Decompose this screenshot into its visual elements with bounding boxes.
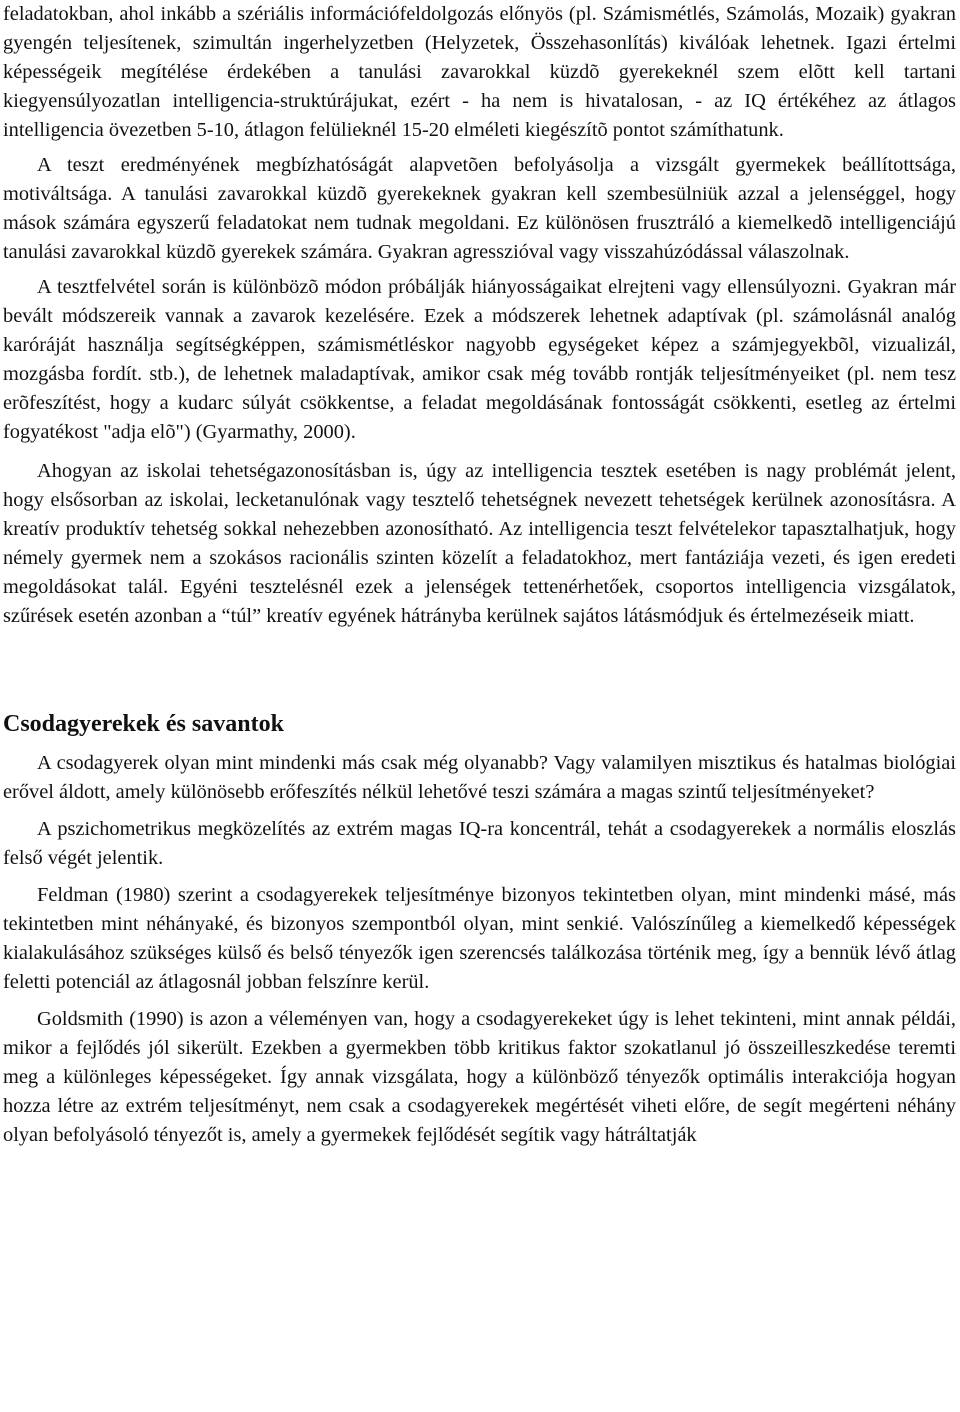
paragraph-psychometric-approach: A pszichometrikus megközelítés az extrém magas IQ-ra koncentrál, tehát a csodagyerekek a normális eloszlás felső végét jelentik. <box>3 818 956 869</box>
paragraph-goldsmith: Goldsmith (1990) is azon a véleményen van, hogy a csodagyerekeket úgy is lehet tekinteni, mint annak példái, mikor a fejlődés jól sikerült. Ezekben a gyermekben több kritikus faktor szokatlanul jó összeilleszkedése teremti meg a különleges képességeket. Így annak vizsgálata, hogy a különböző tényezők optimális interakciója hogyan hozza létre az extrém teljesítményt, nem csak a csodagyerekek megértését viheti előre, de segít megérteni néhány olyan befolyásoló tényezőt is, amely a gyermekek fejlődését segítik vagy hátráltatják <box>3 1008 956 1146</box>
paragraph-compensation-strategies: A tesztfelvétel során is különbözõ módon próbálják hiányosságaikat elrejteni vagy ellensúlyozni. Gyakran már bevált módszereik vannak a zavarok kezelésére. Ezek a módszerek lehetnek adaptívak (pl. számolásnál analóg karóráját használja segítségképpen, számismétléskor nagyobb egységeket képez a számjegyekbõl, vizualizál, mozgásba fordít. stb.), de lehetnek maladaptívak, amikor csak még tovább rontják teljesítményeiket (pl. nem tesz erõfeszítést, hogy a kudarc súlyát csökkentse, a feladat megoldásának fontosságát csökkenti, esetleg az értelmi fogyatékost "adja elõ") (Gyarmathy, 2000). <box>3 276 956 443</box>
paragraph-continued-wisc-profile: feladatokban, ahol inkább a szériális információfeldolgozás előnyös (pl. Számismétlés, Számolás, Mozaik) gyakran gyengén teljesítenek, szimultán ingerhelyzetben (Helyzetek, Összehasonlítás) kiválóak lehetnek. Igazi értelmi képességeik megítélése érdekében a tanulási zavarokkal küzdõ gyerekeknél szem elõtt kell tartani kiegyensúlyozatlan intelligencia-struktúrájukat, ezért - ha nem is hivatalosan, - az IQ értékéhez az átlagos intelligencia övezetben 5-10, átlagon felülieknél 15-20 elméleti kiegészítõ pontot számíthatunk. <box>3 3 956 141</box>
paragraph-prodigy-question: A csodagyerek olyan mint mindenki más csak még olyanabb? Vagy valamilyen misztikus és hatalmas biológiai erővel áldott, amely különösebb erőfeszítés nélkül lehetővé teszi számára a magas szintű teljesítményeket? <box>3 752 956 803</box>
section-heading: Csodagyerekek és savantok <box>3 711 284 737</box>
paragraph-feldman: Feldman (1980) szerint a csodagyerekek teljesítménye bizonyos tekintetben olyan, mint mindenki másé, más tekintetben mint néhányaké, és bizonyos szempontból olyan, mint senkié. Valószínűleg a kiemelkedő képességek kialakulásához szükséges külső és belső tényezők igen szerencsés találkozása történik meg, így a bennük lévő átlag feletti potenciál az átlagosnál jobban felszínre kerül. <box>3 884 956 993</box>
paragraph-creative-talent: Ahogyan az iskolai tehetségazonosításban is, úgy az intelligencia tesztek esetében is nagy problémát jelent, hogy elsősorban az iskolai, lecketanulónak vagy tesztelő tehetségnek nevezett tehetségek kerülnek azonosításra. A kreatív produktív tehetség sokkal nehezebben azonosítható. Az intelligencia teszt felvételekor tapasztalhatjuk, hogy némely gyermek nem a szokásos racionális szinten közelít a feladatokhoz, mert fantáziája vezeti, és igen eredeti megoldásokat talál. Egyéni tesztelésnél ezek a jelenségek tettenérhetőek, csoportos intelligencia vizsgálatok, szűrések esetén azonban a “túl” kreatív egyének hátrányba kerülnek sajátos látásmódjuk és értelmezéseik miatt. <box>3 460 956 627</box>
paragraph-test-reliability: A teszt eredményének megbízhatóságát alapvetõen befolyásolja a vizsgált gyermekek beállítottsága, motiváltsága. A tanulási zavarokkal küzdõ gyerekeknek gyakran kell szembesülniük azzal a jelenséggel, hogy mások számára egyszerű feladatokat nem tudnak megoldani. Ez különösen frusztráló a kiemelkedõ intelligenciájú tanulási zavarokkal küzdõ gyerekek számára. Gyakran agresszióval vagy visszahúzódással válaszolnak. <box>3 154 956 263</box>
